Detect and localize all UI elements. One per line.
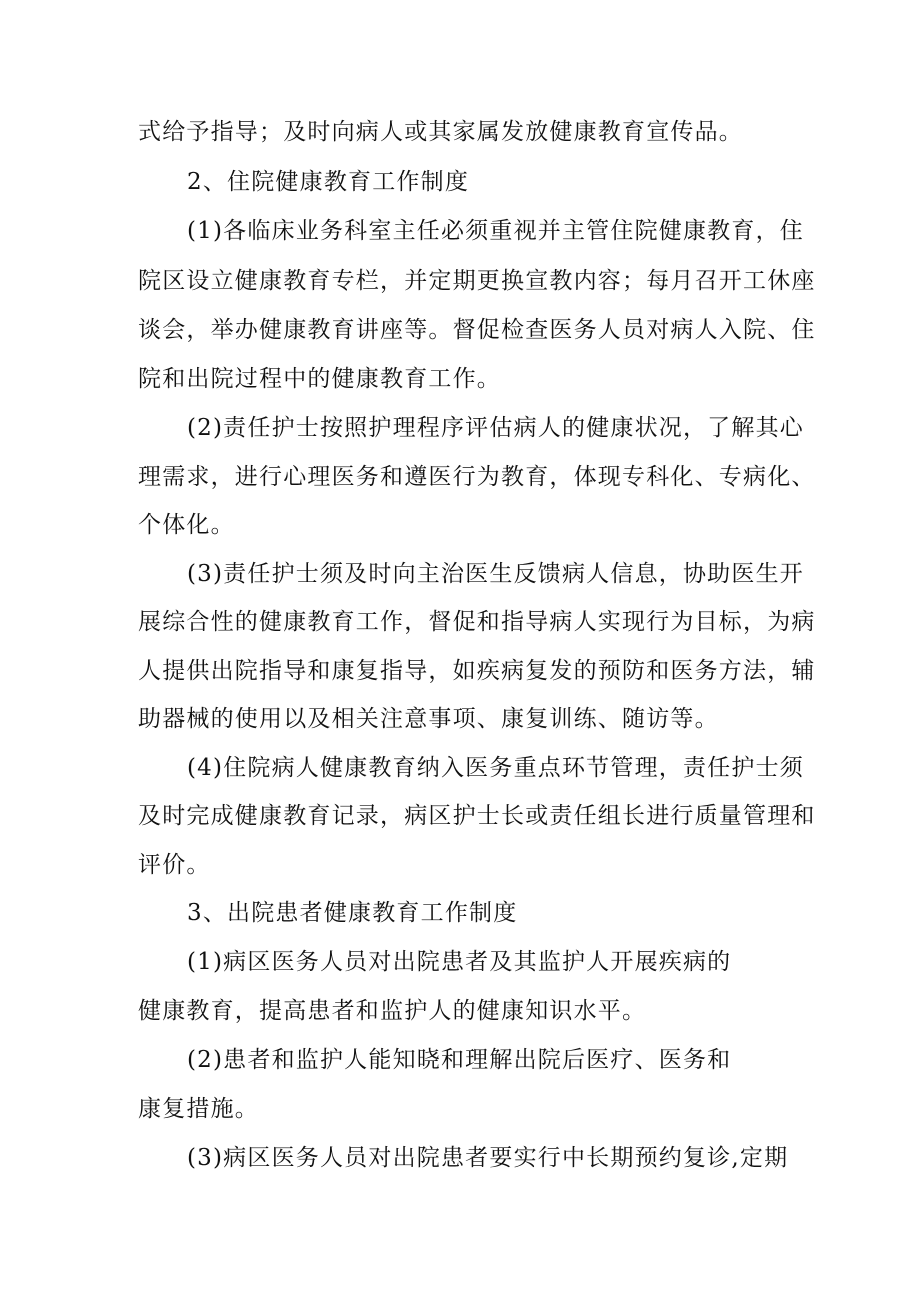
text-line: (3)责任护士须及时向主治医生反馈病人信息，协助医生开 [187,561,804,587]
text-line: (4)住院病人健康教育纳入医务重点环节管理，责任护士须 [187,755,804,781]
text-line: 谈会，举办健康教育讲座等。督促检查医务人员对病人入院、住 [138,317,816,343]
text-line: (2)责任护士按照护理程序评估病人的健康状况，了解其心 [187,415,804,441]
text-line: 个体化。 [138,512,235,538]
text-line: 院和出院过程中的健康教育工作。 [138,366,501,392]
text-line: (1)各临床业务科室主任必须重视并主管住院健康教育，住 [187,218,804,244]
text-line: (2)患者和监护人能知晓和理解出院后医疗、医务和 [187,1047,732,1073]
text-line: 展综合性的健康教育工作，督促和指导病人实现行为目标，为病 [138,609,816,635]
text-line: (1)病区医务人员对出院患者及其监护人开展疾病的 [187,949,732,975]
text-line: 评价。 [138,852,211,878]
text-line: 式给予指导；及时向病人或其家属发放健康教育宣传品。 [138,119,743,145]
text-line: 院区设立健康教育专栏，并定期更换宣教内容；每月召开工休座 [138,268,816,294]
text-line: 康复措施。 [138,1096,259,1122]
text-line: 理需求，进行心理医务和遵医行为教育，体现专科化、专病化、 [138,464,816,490]
text-line: 助器械的使用以及相关注意事项、康复训练、随访等。 [138,706,719,732]
text-line: 健康教育，提高患者和监护人的健康知识水平。 [138,998,647,1024]
section-heading: 2、住院健康教育工作制度 [187,169,470,195]
text-line: (3)病区医务人员对出院患者要实行中长期预约复诊,定期 [187,1145,789,1171]
text-line: 及时完成健康教育记录，病区护士长或责任组长进行质量管理和 [138,803,816,829]
section-heading: 3、出院患者健康教育工作制度 [187,900,518,926]
text-line: 人提供出院指导和康复指导，如疾病复发的预防和医务方法，辅 [138,658,816,684]
